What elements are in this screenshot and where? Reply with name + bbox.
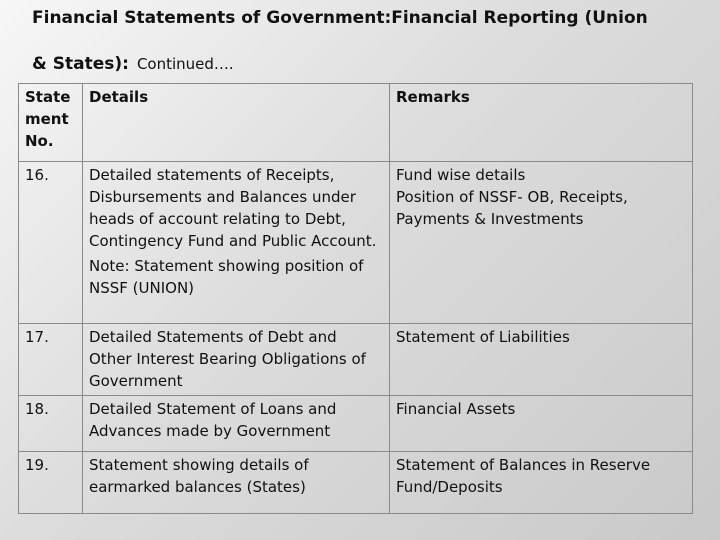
row-19-details: Statement showing details of earmarked balances (States) — [83, 452, 390, 514]
table-row — [19, 396, 693, 452]
row-16-details-text: Detailed statements of Receipts, Disbursements and Balances under heads of account relating to Debt, Contingency Fund and Public Account. — [89, 166, 377, 250]
row-19-remarks: Statement of Balances in Reserve Fund/Deposits — [390, 452, 693, 514]
table-row — [19, 162, 693, 324]
row-19-no: 19. — [19, 452, 83, 514]
page-title-line2 — [32, 54, 234, 74]
row-16-remarks-line2: Position of NSSF- OB, Receipts, Payments & Investments — [396, 188, 628, 228]
row-17-no: 17. — [19, 324, 83, 396]
title-union-states: & States): — [32, 54, 129, 74]
header-details: Details — [83, 84, 390, 162]
row-16-remarks — [390, 162, 693, 324]
row-17-remarks: Statement of Liabilities — [390, 324, 693, 396]
title-continued: Continued…. — [136, 55, 234, 73]
row-18-details: Detailed Statement of Loans and Advances made by Government — [83, 396, 390, 452]
statements-table — [18, 83, 693, 514]
page-title-line1: Financial Statements of Government:Financial Reporting (Union — [32, 8, 648, 28]
row-16-remarks-line1: Fund wise details — [396, 166, 526, 184]
row-16-note: Note: Statement showing position of NSSF (UNION) — [89, 257, 364, 297]
table-header-row — [19, 84, 693, 162]
row-18-remarks: Financial Assets — [390, 396, 693, 452]
row-17-details: Detailed Statements of Debt and Other Interest Bearing Obligations of Government — [83, 324, 390, 396]
table-row — [19, 324, 693, 396]
row-18-no: 18. — [19, 396, 83, 452]
header-remarks: Remarks — [390, 84, 693, 162]
table-row — [19, 452, 693, 514]
header-statement-no: State ment No. — [19, 84, 83, 162]
row-16-no: 16. — [19, 162, 83, 324]
row-16-details — [83, 162, 390, 324]
